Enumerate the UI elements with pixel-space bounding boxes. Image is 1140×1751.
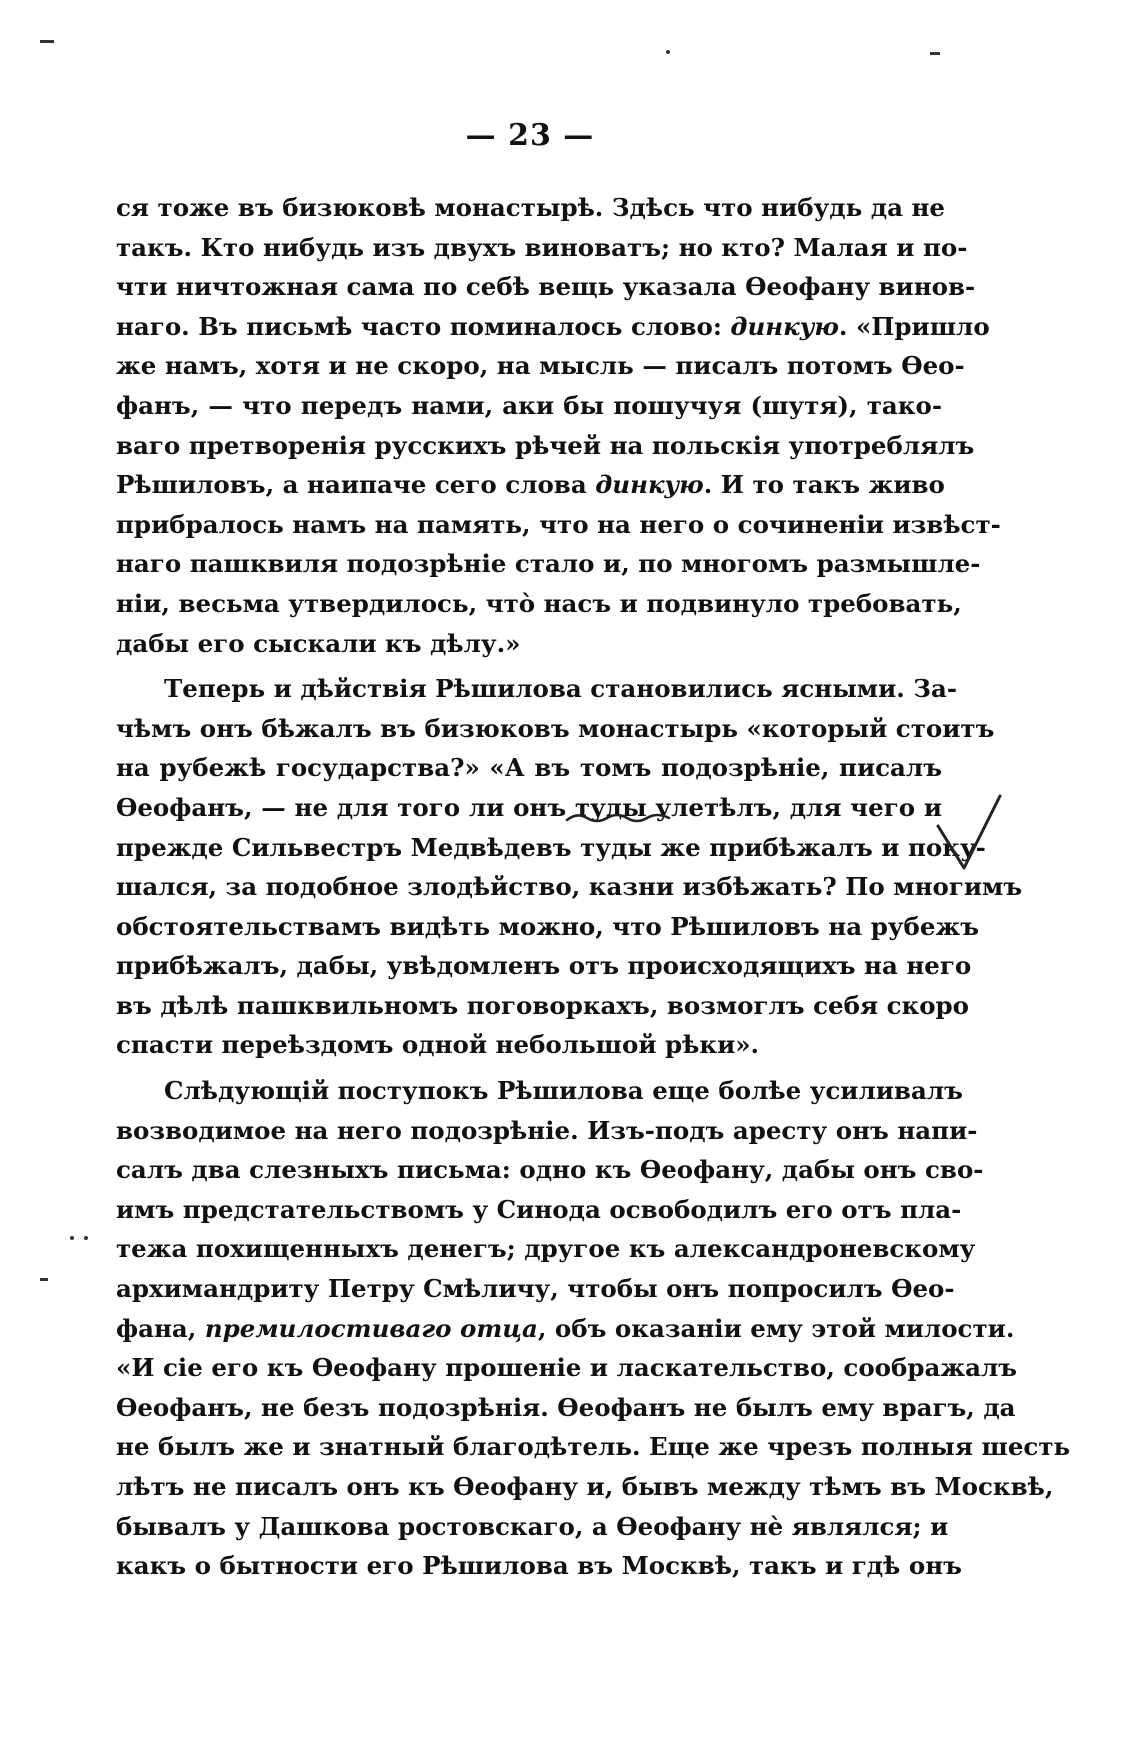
text-line: такъ. Кто нибудь изъ двухъ виноватъ; но кто? Малая и по-: [116, 232, 968, 262]
text-line: фанъ, — что передъ нами, аки бы пошучуя (шутя), тако-: [116, 390, 942, 420]
text-line: прежде Сильвестръ Медвѣдевъ туды же прибѣжалъ и поку-: [116, 832, 986, 862]
text-line: Теперь и дѣйствія Рѣшилова становились ясными. За-: [164, 674, 958, 704]
text-line: бывалъ у Дашкова ростовскаго, а Ѳеофану нѐ являлся; и: [116, 1511, 949, 1541]
text-line: [116, 1309, 1015, 1349]
text-line: «И сіе его къ Ѳеофану прошеніе и ласкательство, соображалъ: [116, 1353, 1018, 1383]
text-segment: наго. Въ письмѣ часто поминалось слово:: [116, 311, 731, 341]
text-line: въ дѣлѣ пашквильномъ поговоркахъ, возмоглъ себя скоро: [116, 990, 970, 1020]
text-segment: , объ оказаніи ему этой милости.: [537, 1313, 1015, 1343]
italic-phrase: динкую: [730, 311, 839, 341]
italic-phrase: динкую: [595, 470, 704, 500]
page-number: — 23 —: [465, 118, 595, 153]
text-line: лѣтъ не писалъ онъ къ Ѳеофану и, бывъ между тѣмъ въ Москвѣ,: [116, 1472, 1054, 1501]
text-line: Ѳеофанъ, не безъ подозрѣнія. Ѳеофанъ не былъ ему врагъ, да: [116, 1392, 1016, 1422]
text-line: Слѣдующій поступокъ Рѣшилова еще болѣе усиливалъ: [164, 1076, 963, 1106]
text-line: же намъ, хотя и не скоро, на мысль — писалъ потомъ Ѳео-: [116, 351, 965, 381]
text-line: не былъ же и знатный благодѣтель. Еще же чрезъ полныя шесть: [116, 1432, 1071, 1462]
text-line: дабы его сыскали къ дѣлу.»: [116, 628, 521, 658]
text-line: салъ два слезныхъ письма: одно къ Ѳеофану, дабы онъ сво-: [116, 1155, 984, 1185]
text-line: Ѳеофанъ, — не для того ли онъ туды улетѣлъ, для чего и: [116, 792, 942, 822]
text-line: наго пашквиля подозрѣніе стало и, по многомъ размышле-: [116, 549, 981, 579]
text-line: чѣмъ онъ бѣжалъ въ бизюковъ монастырь «который стоитъ: [116, 713, 995, 743]
text-line: чти ничтожная сама по себѣ вещь указала Ѳеофану винов-: [116, 272, 976, 302]
text-segment: Рѣшиловъ, а наипаче сего слова: [116, 470, 596, 500]
text-line: [116, 307, 990, 347]
text-line: прибѣжалъ, дабы, увѣдомленъ отъ происходящихъ на него: [116, 951, 972, 981]
italic-phrase: премилостиваго отца: [204, 1313, 538, 1343]
text-line: [116, 465, 945, 505]
text-segment: фана,: [116, 1313, 205, 1343]
text-line: ніи, весьма утвердилось, что̀ насъ и подвинуло требовать,: [116, 588, 962, 618]
text-line: тежа похищенныхъ денегъ; другое къ александроневскому: [116, 1234, 976, 1264]
text-line: архимандриту Петру Смѣличу, чтобы онъ попросилъ Ѳео-: [116, 1274, 955, 1304]
text-line: ся тоже въ бизюковѣ монастырѣ. Здѣсь что нибудь да не: [116, 193, 946, 222]
text-line: спасти переѣздомъ одной небольшой рѣки».: [116, 1030, 760, 1060]
text-line: возводимое на него подозрѣніе. Изъ-подъ аресту онъ напи-: [116, 1115, 978, 1145]
text-line: ваго претворенія русскихъ рѣчей на польскія употреблялъ: [116, 430, 975, 460]
body-text: [116, 188, 1071, 1586]
text-line: на рубежѣ государства?» «А въ томъ подозрѣніе, писалъ: [116, 753, 942, 783]
text-segment: . «Пришло: [838, 311, 990, 341]
text-line: прибралось намъ на память, что на него о сочиненіи извѣст-: [116, 509, 1001, 539]
text-line: обстоятельствамъ видѣть можно, что Рѣшиловъ на рубежъ: [116, 911, 979, 941]
text-line: шался, за подобное злодѣйство, казни избѣжать? По многимъ: [116, 872, 1023, 902]
text-segment: . И то такъ живо: [703, 470, 945, 500]
text-line: какъ о бытности его Рѣшилова въ Москвѣ, такъ и гдѣ онъ: [116, 1551, 962, 1581]
text-line: имъ предстательствомъ у Синода освободилъ его отъ пла-: [116, 1194, 962, 1224]
